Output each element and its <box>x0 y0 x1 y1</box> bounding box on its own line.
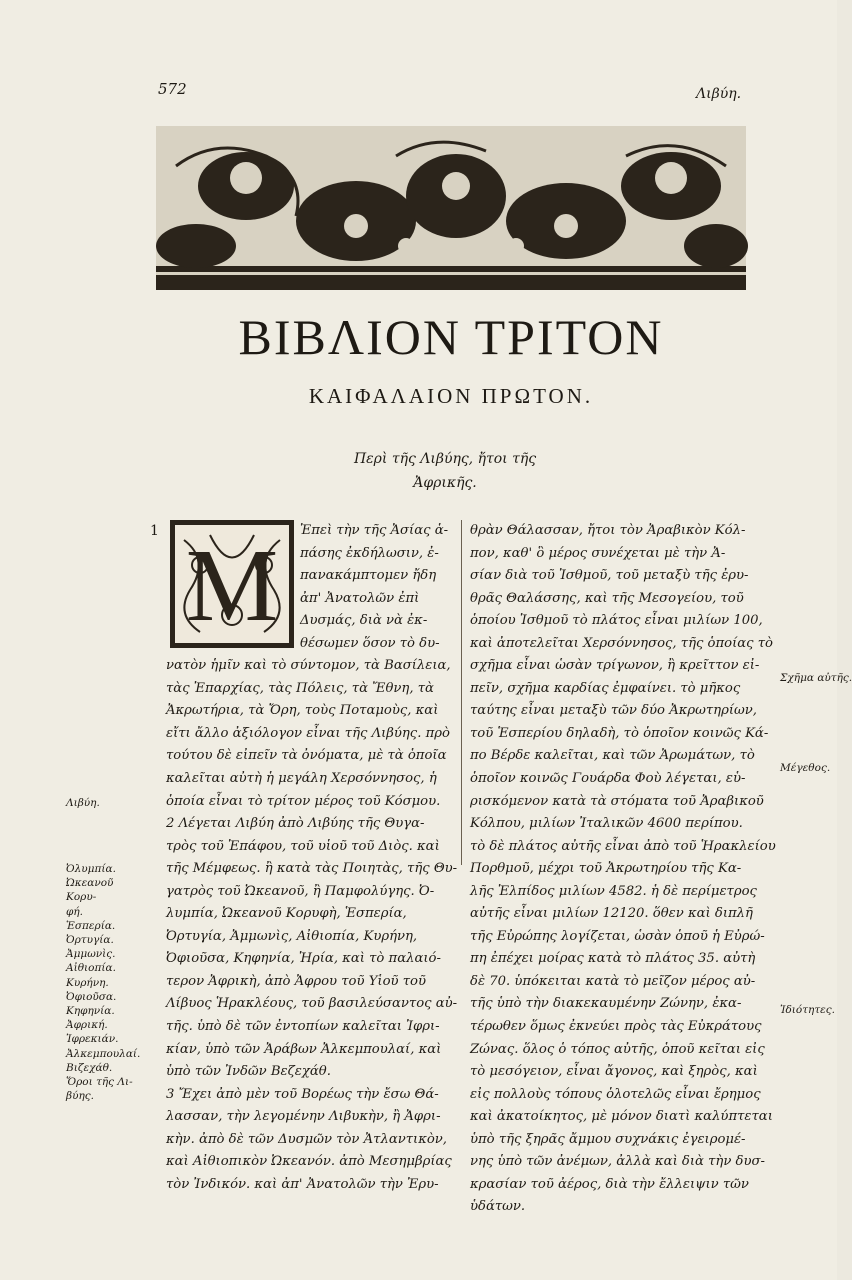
margin-notes-names <box>66 862 146 1103</box>
text-line: σχῆμα εἶναι ὡσὰν τρίγωνον, ἢ κρεῖττον εἰ- <box>470 658 760 674</box>
text-line: ὑδάτων. <box>470 1199 526 1215</box>
text-line: τοῦ Ἑσπερίου δηλαδὴ, τὸ ὁποῖον κοινῶς Κά- <box>470 725 769 741</box>
text-line: εἰς πολλοὺς τόπους ὁλοτελῶς εἶναι ἔρημος <box>470 1086 761 1102</box>
margin-note-name: φή. <box>66 905 83 918</box>
margin-note-name: Ἰφρεκιάν. <box>66 1033 119 1046</box>
text-line: καλεῖται αὐτὴ ἡ μεγάλη Χερσόννησος, ἡ <box>166 771 437 787</box>
text-line: ταύτης εἶναι μεταξὺ τῶν δύο Ἀκρωτηρίων, <box>470 703 757 719</box>
text-line: νατὸν ἡμῖν καὶ τὸ σύντομον, τὰ Βασίλεια, <box>166 658 451 674</box>
text-line: Πορθμοῦ, μέχρι τοῦ Ἀκρωτηρίου τῆς Κα- <box>470 861 742 877</box>
text-line: ὁποία εἶναι τὸ τρίτον μέρος τοῦ Κόσμου. <box>166 793 441 809</box>
margin-note-name: Κηφηνία. <box>66 1005 115 1018</box>
margin-note-name: Ὀφιοῦσα. <box>66 990 117 1003</box>
text-line: ὁποίου Ἰσθμοῦ τὸ πλάτος εἶναι μιλίων 100, <box>470 613 763 629</box>
text-line: τῆς. ὑπὸ δὲ τῶν ἐντοπίων καλεῖται Ἰφρι- <box>166 1019 440 1035</box>
subheading-line-2: Ἀφρικῆς. <box>413 475 477 491</box>
text-line: δὲ 70. ὑπόκειται κατὰ τὸ μεῖζον μέρος αὐ- <box>470 973 756 989</box>
text-line: θρᾶς Θαλάσσης, καὶ τῆς Μεσογείου, τοῦ <box>470 590 744 606</box>
text-line: εἴτι ἄλλο ἀξιόλογον εἶναι τῆς Λιβύης. πρὸ <box>166 725 450 741</box>
text-line: νης ὑπὸ τῶν ἀνέμων, ἀλλὰ καὶ διὰ τὴν δυσ- <box>470 1154 765 1170</box>
margin-note-name: Κυρήνη. <box>66 976 109 989</box>
margin-note-name: Ἀμμωνὶς. <box>66 948 116 961</box>
text-line: Κόλπου, μιλίων Ἰταλικῶν 4600 περίπου. <box>470 816 743 832</box>
margin-note-name: Ὠκεανοῦ Κορυ- <box>66 877 114 904</box>
text-line: τῆς Εὐρώπης λογίζεται, ὡσὰν ὁποῦ ἡ Εὐρώ- <box>470 928 765 944</box>
text-line: πάσης ἐκδήλωσιν, ἐ- <box>300 545 439 561</box>
text-line: τῆς Μέμφεως. ἢ κατὰ τὰς Ποιητὰς, τῆς Θυ- <box>166 861 458 877</box>
right-text-column <box>470 520 776 1219</box>
text-line: αὐτῆς εἶναι μιλίων 12120. ὅθεν καὶ διπλῆ <box>470 906 753 922</box>
text-line: καὶ ἀποτελεῖται Χερσόννησος, τῆς ὁποίας τὸ <box>470 635 773 651</box>
text-line: πο Βέρδε καλεῖται, καὶ τῶν Ἀρωμάτων, τὸ <box>470 748 755 764</box>
text-line: 3 Ἔχει ἀπὸ μὲν τοῦ Βορέως τὴν ἔσω Θά- <box>166 1086 439 1102</box>
text-line: κὴν. ἀπὸ δὲ τῶν Δυσμῶν τὸν Ἀτλαντικὸν, <box>166 1131 448 1147</box>
text-line: πη ἐπέχει μοίρας κατὰ τὸ πλάτος 35. αὐτὴ <box>470 951 756 967</box>
chapter-subheading <box>330 447 560 495</box>
text-line: σίαν διὰ τοῦ Ἰσθμοῦ, τοῦ μεταξὺ τῆς ἐρυ- <box>470 568 749 584</box>
margin-note-name: Βιζεχάθ. <box>66 1061 113 1074</box>
margin-note-name: Ἀλκεμπουλαί. <box>66 1047 141 1060</box>
text-line: πεῖν, σχῆμα καρδίας ἐμφαίνει. τὸ μῆκος <box>470 680 741 696</box>
text-line: καὶ ἀκατοίκητος, μὲ μόνον διατὶ καλύπτεται <box>470 1109 773 1125</box>
text-line: ὑπὸ τῆς ξηρᾶς ἄμμου συχνάκις ἐγειρομέ- <box>470 1131 746 1147</box>
left-text-column <box>166 520 456 1196</box>
page-number: 572 <box>158 80 187 98</box>
text-line: ὁποῖον κοινῶς Γουάρδα Φοὺ λέγεται, εὑ- <box>470 771 746 787</box>
text-line: τερον Ἀφρικὴ, ἀπὸ Ἀφρου τοῦ Υἱοῦ τοῦ <box>166 973 426 989</box>
margin-note-name: Ὀλυμπία. <box>66 863 116 875</box>
margin-note-name: Ὀρτυγία. <box>66 934 114 947</box>
svg-text:M: M <box>185 528 279 643</box>
text-line: Ἐπεὶ τὴν τῆς Ἀσίας ἁ- <box>300 523 449 538</box>
margin-note-name: Ἀφρική. <box>66 1019 108 1032</box>
margin-note-libye: Λιβύη. <box>66 797 100 809</box>
text-line: τέρωθεν ὅμως ἐκνεύει πρὸς τὰς Εὐκράτους <box>470 1019 762 1035</box>
book-title: ΒΙΒΛΙΟΝ ΤΡΙΤΟΝ <box>238 309 664 365</box>
running-head: Λιβύη. <box>696 86 742 102</box>
text-line: λασσαν, τὴν λεγομένην Λιβυκὴν, ἢ Ἀφρι- <box>166 1109 441 1125</box>
margin-note-schema: Σχῆμα αὐτῆς. <box>780 672 852 684</box>
margin-note-name: βύης. <box>66 1090 94 1103</box>
text-line: τὰς Ἐπαρχίας, τὰς Πόλεις, τὰ Ἔθνη, τὰ <box>166 680 434 696</box>
section-number-1: 1 <box>150 523 159 539</box>
subheading-line-1: Περὶ τῆς Λιβύης, ἤτοι τῆς <box>353 451 537 467</box>
text-line: Λίβυος Ἡρακλέους, τοῦ βασιλεύσαντος αὐ- <box>166 996 458 1012</box>
text-line: Ζώνας. ὅλος ὁ τόπος αὐτῆς, ὁποῦ κεῖται εἰς <box>470 1041 765 1057</box>
margin-note-name: Ἑσπερία. <box>66 919 116 932</box>
text-line: Ὀφιοῦσα, Κηφηνία, Ἠρία, καὶ τὸ παλαιό- <box>166 951 441 967</box>
text-line: τὸ μεσόγειον, εἶναι ἄγονος, καὶ ξηρὸς, καὶ <box>470 1064 758 1080</box>
text-line: ρισκόμενον κατὰ τὰ στόματα τοῦ Ἀραβικοῦ <box>470 793 764 809</box>
text-line: κίαν, ὑπὸ τῶν Ἀράβων Ἀλκεμπουλαί, καὶ <box>166 1041 442 1057</box>
column-divider <box>461 520 462 865</box>
text-line: τρὸς τοῦ Ἐπάφου, τοῦ υἱοῦ τοῦ Διὸς. καὶ <box>166 838 440 854</box>
margin-note-name: Ὅροι τῆς Λι- <box>66 1076 133 1089</box>
text-line: ὑπὸ τῶν Ἰνδῶν Βεζεχάθ. <box>166 1064 331 1080</box>
text-line: Δυσμάς, διὰ νὰ ἐκ- <box>300 613 428 629</box>
text-line: Ἀκρωτήρια, τὰ Ὄρη, τοὺς Ποταμοὺς, καὶ <box>166 703 439 719</box>
text-line: 2 Λέγεται Λιβύη ἀπὸ Λιβύης τῆς Θυγα- <box>166 816 425 832</box>
text-line: τὸ δὲ πλάτος αὐτῆς εἶναι ἀπὸ τοῦ Ἡρακλείου <box>470 838 776 854</box>
text-line: τὸν Ἰνδικόν. καὶ ἀπ' Ἀνατολῶν τὴν Ἐρυ- <box>166 1176 439 1192</box>
margin-note-idiotetes: Ἰδιότητες. <box>780 1004 835 1016</box>
text-line: πον, καθ' ὃ μέρος συνέχεται μὲ τὴν Ἀ- <box>470 545 726 561</box>
text-line: πανακάμπτομεν ἤδη <box>300 568 437 584</box>
text-line: θρὰν Θάλασσαν, ἤτοι τὸν Ἀραβικὸν Κόλ- <box>470 523 746 538</box>
text-line: Ὀρτυγία, Ἀμμωνὶς, Αἰθιοπία, Κυρήνη, <box>166 928 418 944</box>
text-line: τῆς ὑπὸ τὴν διακεκαυμένην Ζώνην, ἐκα- <box>470 996 742 1012</box>
margin-note-name: Αἰθιοπία. <box>66 962 116 975</box>
text-line: κρασίαν τοῦ ἀέρος, διὰ τὴν ἔλλειψιν τῶν <box>470 1176 749 1192</box>
text-line: λυμπία, Ὠκεανοῦ Κορυφὴ, Ἑσπερία, <box>166 906 407 922</box>
text-line: λῆς Ἐλπίδος μιλίων 4582. ἡ δὲ περίμετρος <box>470 883 757 899</box>
chapter-heading: ΚΑΙΦΑΛΑΙΟΝ ΠΡΩΤΟΝ. <box>308 384 594 408</box>
woodcut-headpiece <box>156 126 746 290</box>
margin-note-megethos: Μέγεθος. <box>780 762 831 774</box>
text-line: καὶ Αἰθιοπικὸν Ὠκεανόν. ἀπὸ Μεσημβρίας <box>166 1154 452 1170</box>
text-line: γατρὸς τοῦ Ὠκεανοῦ, ἢ Παμφολύγης. Ὀ- <box>166 883 435 899</box>
text-line: θέσωμεν ὅσον τὸ δυ- <box>300 635 440 651</box>
text-line: ἀπ' Ἀνατολῶν ἐπὶ <box>300 590 420 606</box>
text-line: τούτου δὲ εἰπεῖν τὰ ὀνόματα, μὲ τὰ ὁποῖα <box>166 748 447 764</box>
